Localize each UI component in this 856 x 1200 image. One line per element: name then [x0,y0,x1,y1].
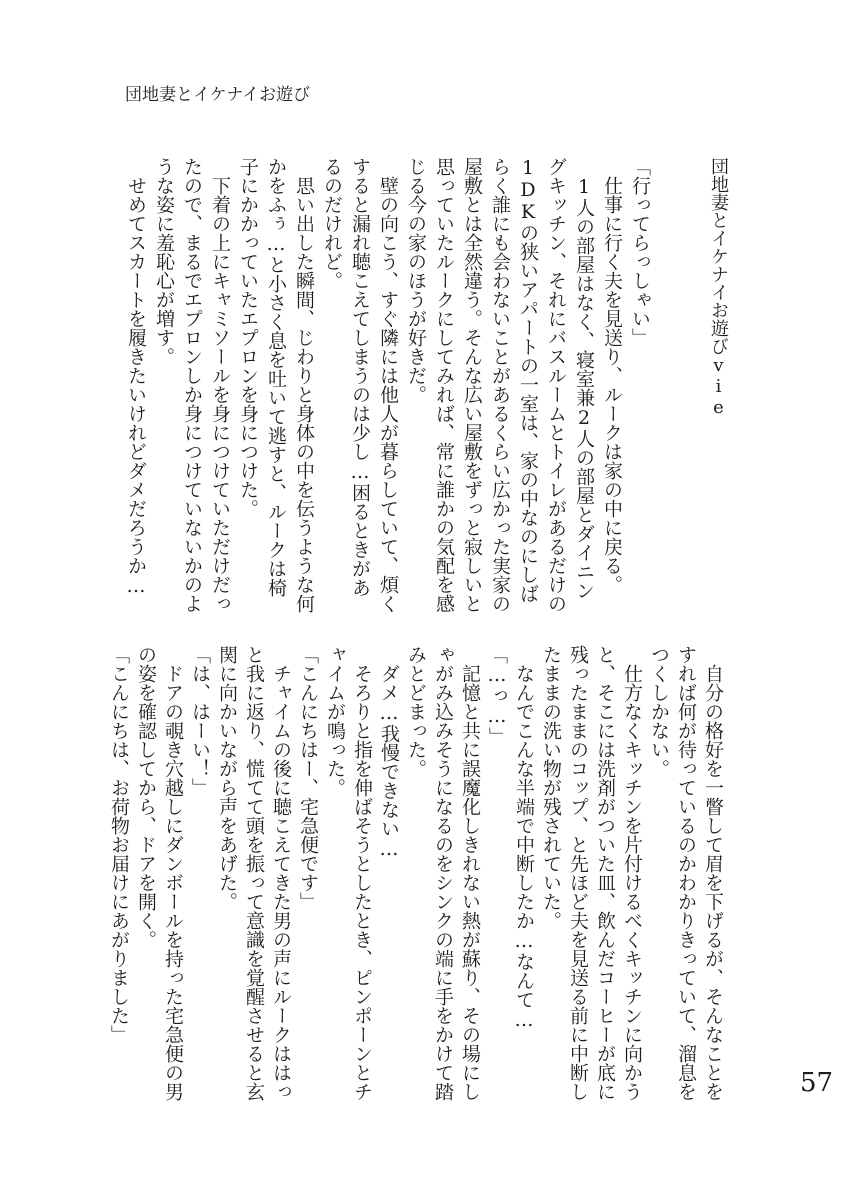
paragraph: ダメ…我慢できない… [378,664,400,860]
paragraph: 思い出した瞬間、じわりと身体の中を伝うような何かをふぅ…と小さく息を吐いて逃すと、ルークは椅子にかかっていたエプロンを身につけた。 [237,157,315,613]
story-body-section [105,645,726,1103]
paragraph: 仕方なくキッチンを片付けるべくキッチンに向かうと、そこには洗剤がついた皿、飲んだコーヒーが底に残ったままのコップ、と先ほど夫を見送る前に中断したままの洗い物が残されていた。 [540,645,643,1101]
paragraph: ドアの覗き穴越しにダンボールを持った宅急便の男の姿を確認してから、ドアを開く。 [135,645,184,1101]
paragraph: そろりと指を伸ばそうとしたとき、ピンポーンとチャイムが鳴った。 [324,645,373,1101]
opening-paragraphs [122,157,654,615]
story-opening-section [122,157,732,615]
paragraph: 「こんにちはー、宅急便です」 [297,645,319,911]
paragraph: 「…っ…」 [486,645,508,746]
author-name: vie [708,355,729,418]
paragraph: 下着の上にキャミソールを身につけていただけだったので、まるでエプロンしか身につけていないかのような姿に羞恥心が増す。 [153,157,231,613]
running-header: 団地妻とイケナイお遊び [125,85,311,105]
paragraph: 自分の格好を一瞥して眉を下げるが、そんなことをすれば何が待っているのかわかりきっていて、溜息をつくしかない。 [648,645,724,1101]
paragraph: 「は、はーい！」 [189,645,211,797]
paragraph: チャイムの後に聴こえてきた男の声にルークははっと我に返り、慌てて頭を振って意識を覚醒させると玄関に向かいながら声をあげた。 [216,645,292,1101]
paragraph: 1人の部屋はなく、寝室兼2人の部屋とダイニングキッチン、それにバスルームとトイレがあるだけの1DKの狭いアパートの一室は、家の中なのにしばらく誰にも会わないことがあるくらい広かった実家の屋敷とは全然違う。そんな広い屋敷をずっと寂しいと思っていたルークにしてみれば、常に誰かの気配を感じる今の家のほうが好きだ。 [405,157,595,613]
paragraph: せめてスカートを履きたいけれどダメだろうか… [125,176,147,597]
paragraph: 「行ってらっしゃい」 [629,157,651,347]
title-column [704,157,732,615]
story-title: 団地妻とイケナイお遊び [708,157,729,355]
paragraph: 仕事に行く夫を見送り、ルークは家の中に戻る。 [601,176,623,594]
page-number: 57 [800,1068,834,1098]
paragraph: 記憶と共に誤魔化しきれない熱が蘇り、その場にしゃがみ込みそうになるのをシンクの端に手をかけて踏みとどまった。 [405,645,481,1101]
paragraph: なんでこんな半端で中断したか…なんて… [513,664,535,1031]
paragraph: 壁の向こう、すぐ隣には他人が暮らしていて、煩くすると漏れ聴こえてしまうのは少し…困るときがあるのだけれど。 [321,157,399,613]
paragraph: 「こんにちは、お荷物お届けにあがりました」 [108,645,130,1044]
